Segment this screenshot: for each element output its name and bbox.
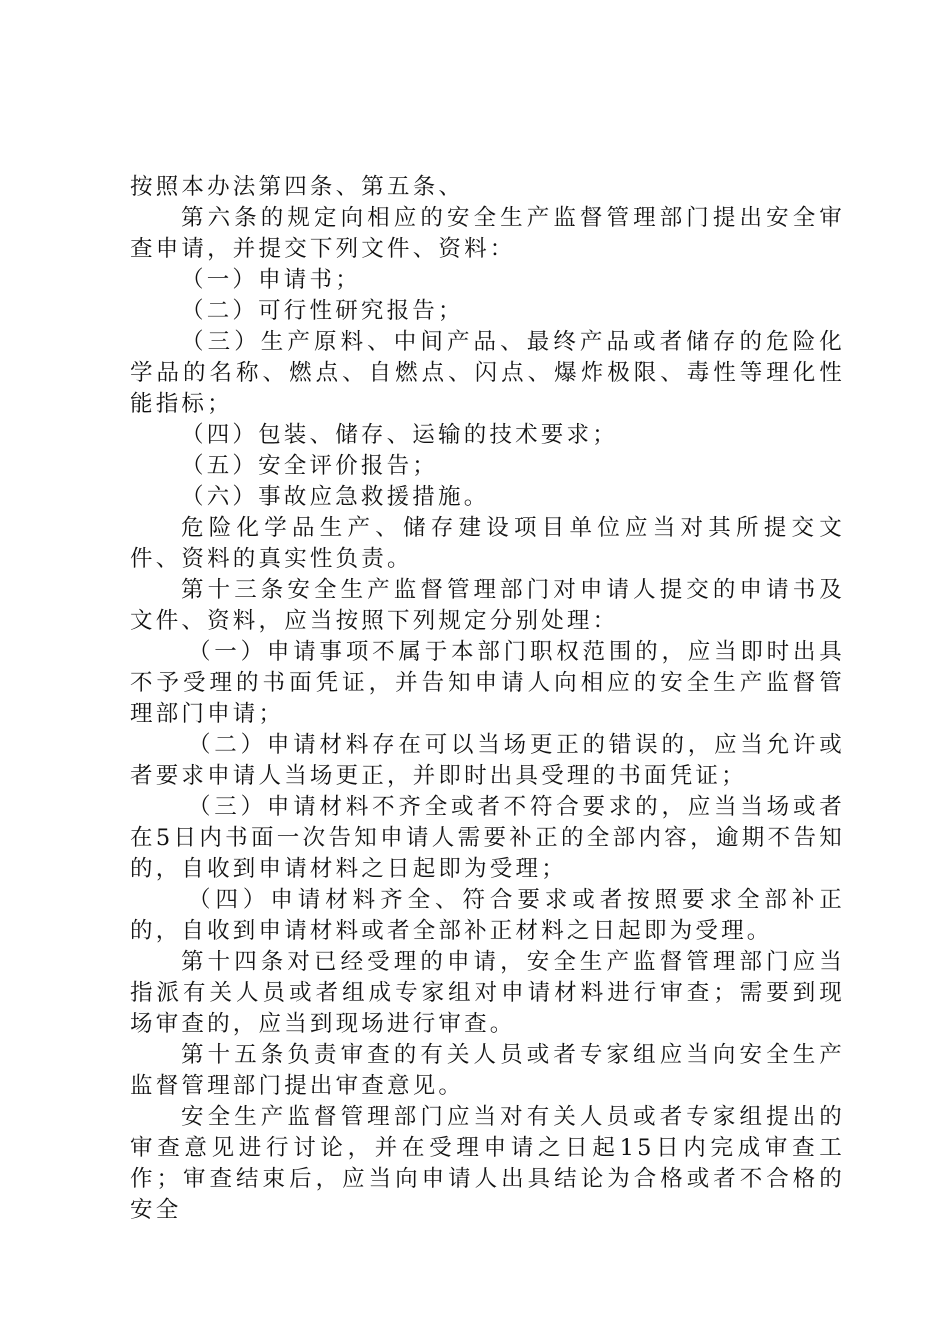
list-item: （四）申请材料齐全、符合要求或者按照要求全部补正的，自收到申请材料或者全部补正材料之日起即为受理。 [130, 887, 845, 944]
list-item: （六）事故应急救援措施。 [181, 484, 490, 510]
paragraph: 第十五条负责审查的有关人员或者专家组应当向安全生产监督管理部门提出审查意见。 [130, 1042, 845, 1099]
list-item: （一）申请书； [181, 267, 361, 293]
list-item: （五）安全评价报告； [181, 453, 439, 479]
paragraph: 安全生产监督管理部门应当对有关人员或者专家组提出的审查意见进行讨论，并在受理申请之日起15日内完成审查工作；审查结束后，应当向申请人出具结论为合格或者不合格的安全 [130, 1104, 845, 1223]
paragraph: 危险化学品生产、储存建设项目单位应当对其所提交文件、资料的真实性负责。 [130, 515, 845, 572]
paragraph: 第十四条对已经受理的申请，安全生产监督管理部门应当指派有关人员或者组成专家组对申请材料进行审查；需要到现场审查的，应当到现场进行审查。 [130, 949, 845, 1037]
list-item: （二）申请材料存在可以当场更正的错误的，应当允许或者要求申请人当场更正，并即时出具受理的书面凭证； [130, 732, 845, 789]
list-item: （一）申请事项不属于本部门职权范围的，应当即时出具不予受理的书面凭证，并告知申请人向相应的安全生产监督管理部门申请； [130, 639, 845, 727]
list-item: （三）申请材料不齐全或者不符合要求的，应当当场或者在5日内书面一次告知申请人需要补正的全部内容，逾期不告知的，自收到申请材料之日起即为受理； [130, 794, 845, 882]
list-item: （四）包装、储存、运输的技术要求； [181, 422, 618, 448]
paragraph: 第六条的规定向相应的安全生产监督管理部门提出安全审查申请，并提交下列文件、资料： [130, 205, 845, 262]
document-body [130, 172, 845, 1226]
list-item: （三）生产原料、中间产品、最终产品或者储存的危险化学品的名称、燃点、自燃点、闪点、爆炸极限、毒性等理化性能指标； [130, 329, 845, 417]
paragraph: 按照本办法第四条、第五条、 [130, 174, 465, 200]
paragraph: 第十三条安全生产监督管理部门对申请人提交的申请书及文件、资料，应当按照下列规定分别处理： [130, 577, 845, 634]
list-item: （二）可行性研究报告； [181, 298, 464, 324]
